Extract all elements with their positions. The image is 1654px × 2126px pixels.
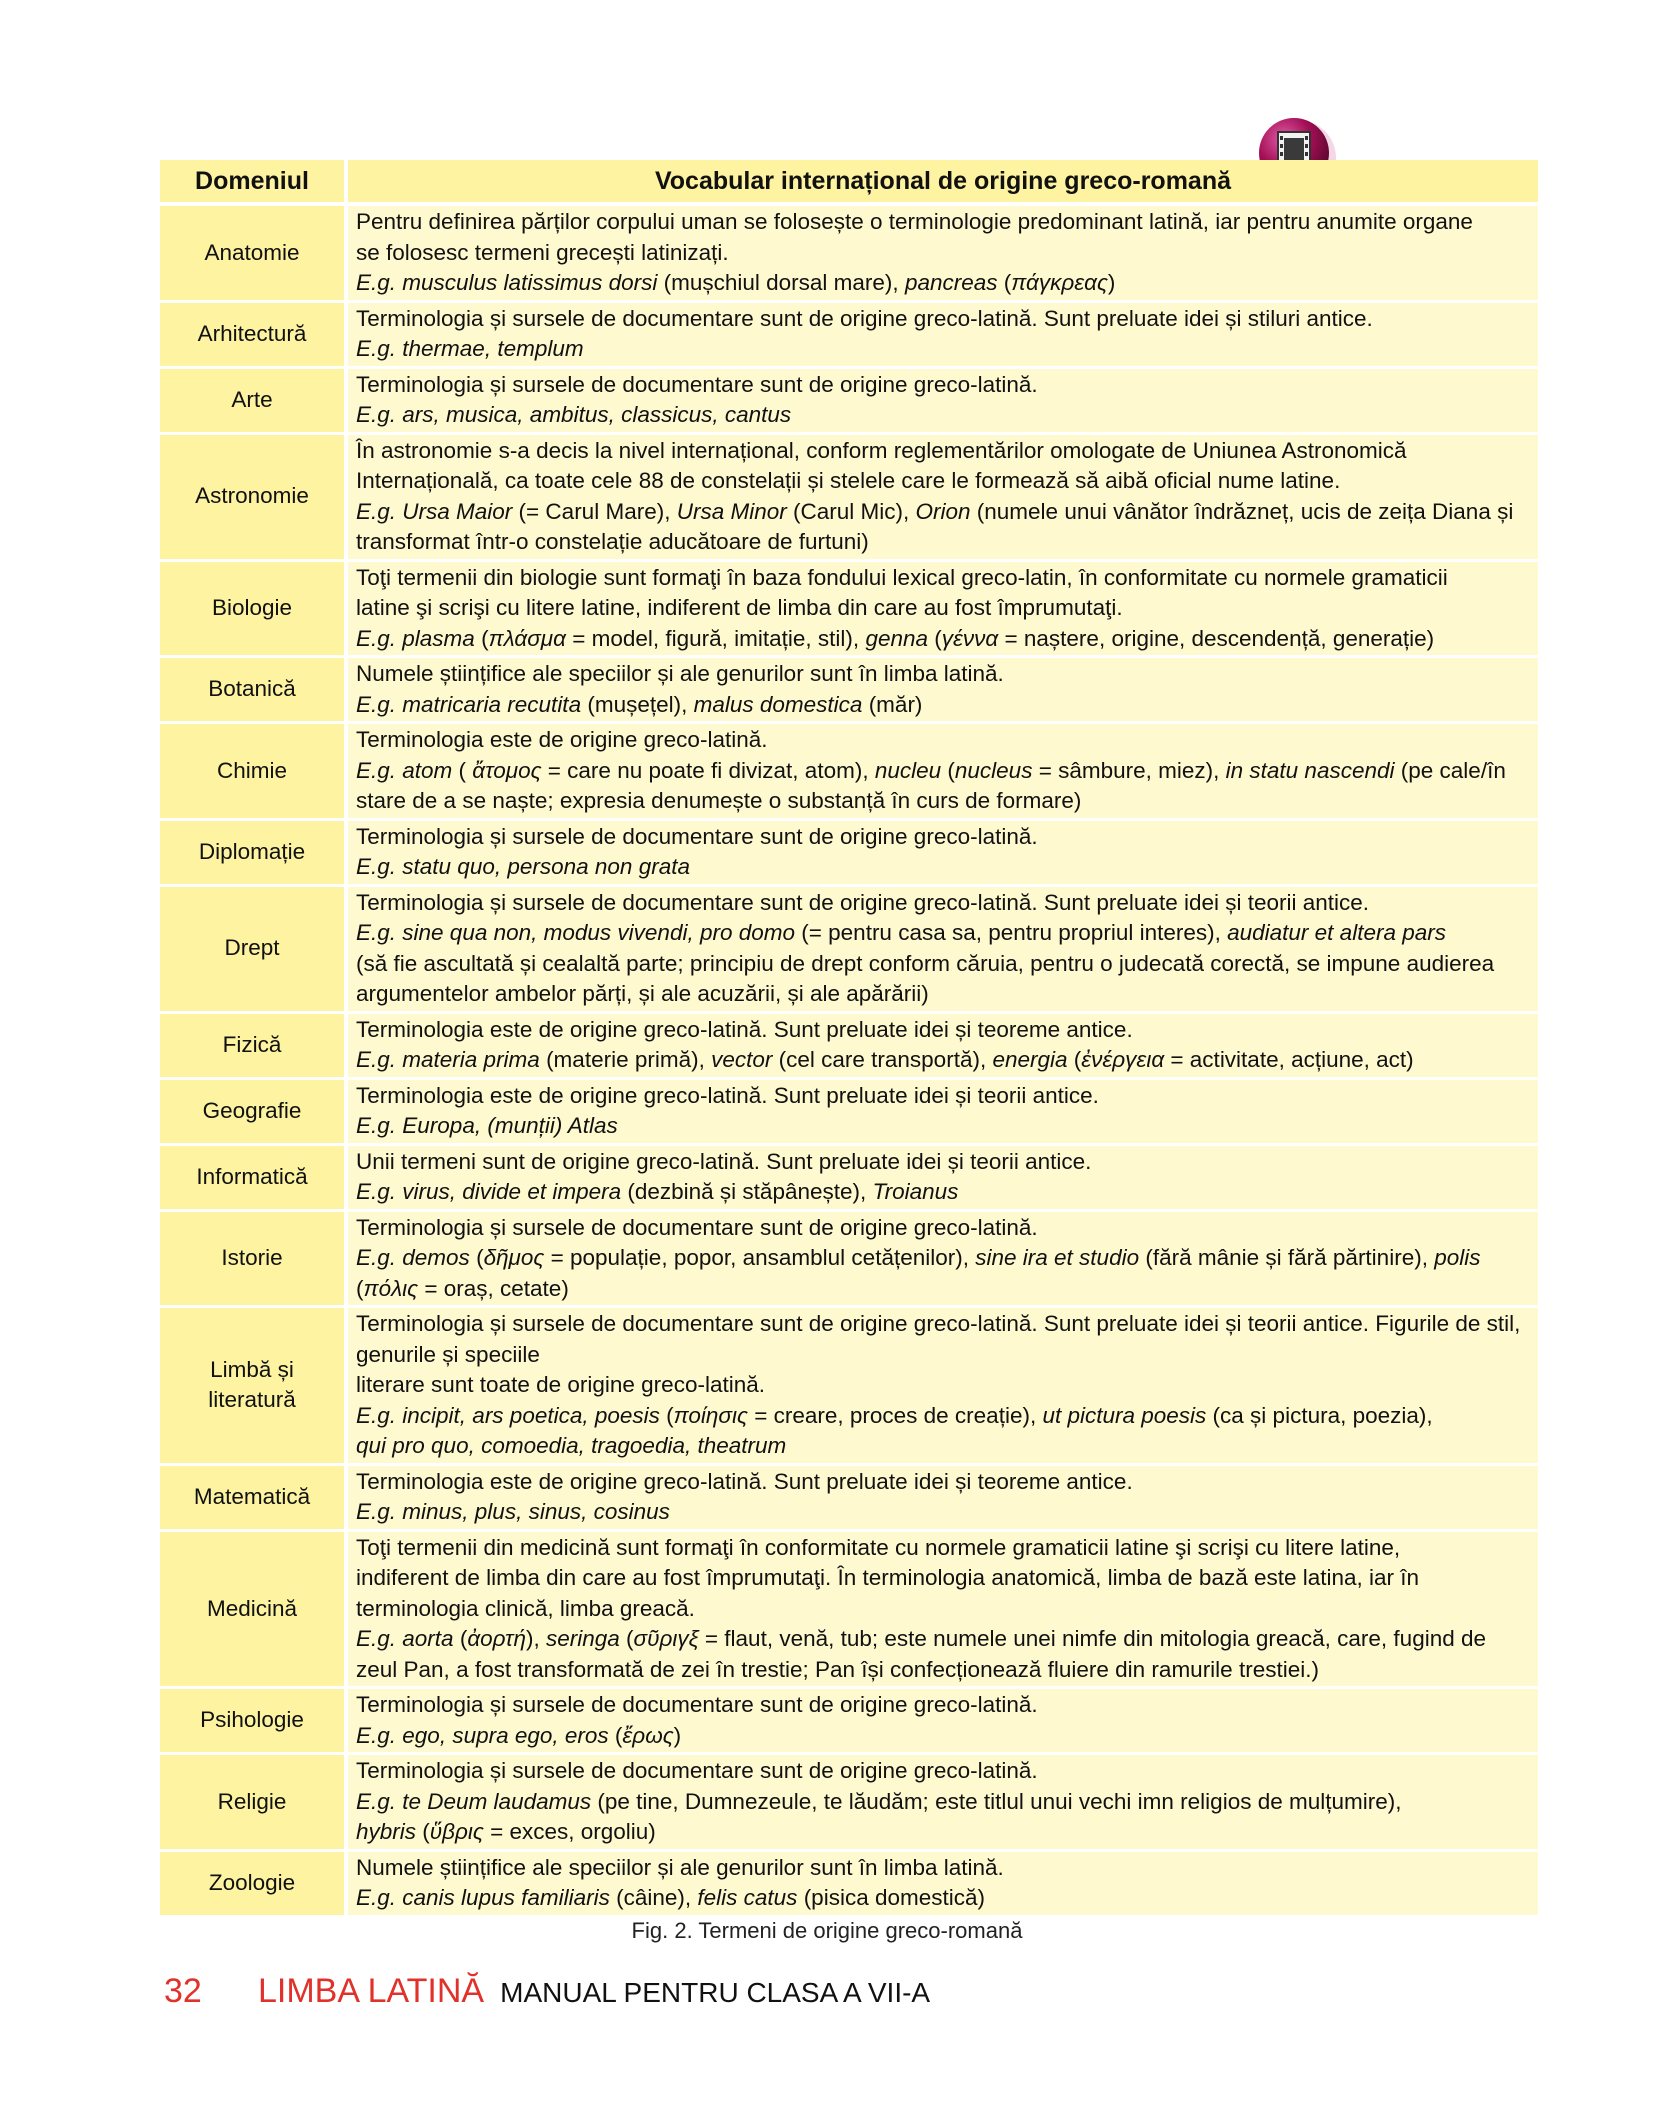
domain-cell: Chimie <box>160 724 348 821</box>
text-line <box>356 1213 1530 1244</box>
text-line <box>356 1690 1530 1721</box>
example-term: Troianus <box>872 1179 959 1204</box>
example-term: ἀορτή <box>467 1626 526 1651</box>
domain-cell: Psihologie <box>160 1689 348 1755</box>
vocabulary-cell <box>348 1014 1538 1080</box>
domain-cell: Medicină <box>160 1532 348 1690</box>
vocabulary-cell <box>348 1146 1538 1212</box>
text-segment: (ca și pictura, poezia), <box>1206 1402 1433 1428</box>
table-row <box>160 1852 1538 1918</box>
text-line <box>356 1309 1530 1370</box>
text-segment: (pe cale/în <box>1394 757 1506 783</box>
text-segment: (cel care transportă), <box>772 1047 993 1072</box>
text-segment: ( <box>416 1819 430 1844</box>
example-term: E.g. aorta <box>356 1626 454 1651</box>
text-segment: (= Carul Mare), <box>512 498 677 524</box>
text-segment: (materie primă), <box>539 1047 712 1072</box>
text-segment: ), <box>525 1626 546 1651</box>
text-segment: Terminologia și sursele de documentare sunt de origine greco-latină. <box>356 1692 1038 1717</box>
text-segment: Terminologia și sursele de documentare sunt de origine greco-latină. Sunt preluate idei și teorii antice. Figurile de stil, genurile și speciile <box>356 1311 1521 1367</box>
text-line <box>356 786 1530 817</box>
text-segment: transformat într-o constelație aducătoare de furtuni) <box>356 529 869 554</box>
table-row <box>160 1689 1538 1755</box>
table-row <box>160 1466 1538 1532</box>
text-line <box>356 1015 1530 1046</box>
text-line <box>356 268 1530 299</box>
table-header-row <box>160 160 1538 206</box>
example-term: δῆμος <box>483 1245 545 1270</box>
example-term: in statu nascendi <box>1225 757 1395 783</box>
text-segment: ( <box>356 1275 364 1301</box>
example-term: ἐνέργεια <box>1081 1047 1165 1072</box>
text-segment: (= pentru casa sa, pentru propriul interes), <box>795 920 1228 945</box>
example-term: ἄτομος <box>472 757 542 783</box>
example-term: E.g. virus, divide et impera <box>356 1179 622 1204</box>
text-segment: Terminologia este de origine greco-latină. Sunt preluate idei și teoreme antice. <box>356 1468 1133 1494</box>
vocabulary-table <box>160 160 1538 1918</box>
text-line <box>356 1177 1530 1208</box>
example-term: qui pro quo, comoedia, tragoedia, theatrum <box>356 1433 787 1458</box>
text-line <box>356 400 1530 431</box>
text-segment: ( <box>928 625 942 651</box>
table-row <box>160 1080 1538 1146</box>
table-row <box>160 1308 1538 1466</box>
example-term: pancreas <box>904 270 998 295</box>
example-term: E.g. thermae, templum <box>356 336 584 361</box>
example-term: E.g. plasma <box>356 625 475 651</box>
text-line <box>356 593 1530 624</box>
text-segment: (pisica domestică) <box>797 1885 985 1910</box>
table-row <box>160 1532 1538 1690</box>
text-segment: ( <box>941 757 955 783</box>
text-segment: Unii termeni sunt de origine greco-latină. Sunt preluate idei și teorii antice. <box>356 1148 1092 1174</box>
text-line <box>356 1756 1530 1787</box>
text-line <box>356 1883 1530 1914</box>
table-row <box>160 369 1538 435</box>
example-term: nucleu <box>874 757 942 783</box>
example-term: seringa <box>545 1626 620 1651</box>
text-segment: Numele științifice ale speciilor și ale genurilor sunt în limba latină. <box>356 661 1004 686</box>
text-line <box>356 1401 1530 1432</box>
domain-cell: Arhitectură <box>160 303 348 369</box>
example-term: E.g. statu quo, persona non grata <box>356 854 690 879</box>
example-term: sine ira et studio <box>975 1245 1140 1270</box>
text-segment: = oraș, cetate) <box>418 1275 569 1301</box>
text-line <box>356 1533 1530 1564</box>
text-segment: Terminologia și sursele de documentare sunt de origine greco-latină. <box>356 1758 1038 1783</box>
text-line <box>356 1045 1530 1076</box>
domain-cell: Astronomie <box>160 435 348 562</box>
text-line <box>356 822 1530 853</box>
example-term: E.g. musculus latissimus dorsi <box>356 270 658 295</box>
text-segment: (Carul Mic), <box>786 498 916 524</box>
text-line <box>356 207 1530 238</box>
text-line <box>356 1497 1530 1528</box>
example-term: E.g. ego, supra ego, eros <box>356 1722 609 1748</box>
text-line <box>356 918 1530 949</box>
vocabulary-cell <box>348 206 1538 303</box>
text-segment: Internațională, ca toate cele 88 de constelații și stelele care le formează să aibă oficial nume latine. <box>356 468 1341 493</box>
text-line <box>356 888 1530 919</box>
text-segment: = flaut, venă, tub; este numele unei nimfe din mitologia greacă, care, fugind de <box>698 1626 1487 1651</box>
text-line <box>356 1655 1530 1686</box>
domain-cell: Matematică <box>160 1466 348 1532</box>
vocabulary-cell <box>348 435 1538 562</box>
text-segment: = sâmbure, miez), <box>1032 757 1226 783</box>
text-segment: Terminologia este de origine greco-latină. <box>356 727 768 752</box>
text-line <box>356 1594 1530 1625</box>
text-line <box>356 1853 1530 1884</box>
example-term: felis catus <box>697 1885 798 1910</box>
text-segment: ( <box>1067 1047 1082 1072</box>
text-line <box>356 1787 1530 1818</box>
text-segment: latine şi scrişi cu litere latine, indiferent de limba din care au fost împrumutaţi. <box>356 595 1123 620</box>
text-segment: = naștere, origine, descendență, generație) <box>998 625 1435 651</box>
domain-cell: Botanică <box>160 658 348 724</box>
text-line <box>356 1147 1530 1178</box>
text-segment: ) <box>673 1722 682 1748</box>
text-segment: În astronomie s-a decis la nivel internațional, conform reglementărilor omologate de Uniunea Astronomică <box>356 437 1407 463</box>
example-term: E.g. materia prima <box>356 1047 540 1072</box>
text-line <box>356 466 1530 497</box>
text-line <box>356 979 1530 1010</box>
text-segment: = populație, popor, ansamblul cetățenilor), <box>544 1245 976 1270</box>
domain-cell: Fizică <box>160 1014 348 1080</box>
table-row <box>160 658 1538 724</box>
page-footer <box>164 1972 930 2022</box>
text-line <box>356 1721 1530 1752</box>
text-segment: ( <box>474 625 489 651</box>
domain-cell: Biologie <box>160 562 348 659</box>
vocabulary-cell <box>348 821 1538 887</box>
table-row <box>160 1146 1538 1212</box>
vocabulary-cell <box>348 303 1538 369</box>
text-segment: (mușchiul dorsal mare), <box>657 270 905 295</box>
table-row <box>160 1212 1538 1309</box>
text-line <box>356 1243 1530 1274</box>
example-term: ut pictura poesis <box>1042 1402 1207 1428</box>
example-term: polis <box>1434 1245 1481 1270</box>
page-number: 32 <box>164 1972 202 2010</box>
example-term: E.g. demos <box>356 1245 470 1270</box>
example-term: πάγκρεας <box>1011 270 1108 295</box>
example-term: E.g. incipit, ars poetica, poesis <box>356 1402 660 1428</box>
example-term: energia <box>992 1047 1068 1072</box>
text-segment: ( <box>469 1245 484 1270</box>
text-segment: Terminologia și sursele de documentare sunt de origine greco-latină. <box>356 371 1038 397</box>
domain-cell: Anatomie <box>160 206 348 303</box>
example-term: ἔρως <box>622 1722 674 1748</box>
text-line <box>356 1431 1530 1462</box>
vocabulary-cell <box>348 1080 1538 1146</box>
vocabulary-cell <box>348 562 1538 659</box>
text-segment: ( <box>997 270 1012 295</box>
text-line <box>356 1817 1530 1848</box>
example-term: E.g. te Deum laudamus <box>356 1788 592 1814</box>
text-segment: Toţi termenii din medicină sunt formaţi în conformitate cu normele gramaticii latine şi scrişi cu litere latine, <box>356 1534 1401 1560</box>
table-row <box>160 206 1538 303</box>
text-segment: ( <box>453 1626 468 1651</box>
text-segment: zeul Pan, a fost transformată de zei în trestie; Pan își confecționează fluiere din ramurile trestiei.) <box>356 1656 1319 1682</box>
text-segment: Terminologia este de origine greco-latină. Sunt preluate idei și teoreme antice. <box>356 1016 1133 1042</box>
vocabulary-cell <box>348 724 1538 821</box>
example-term: Ursa Minor <box>676 498 787 524</box>
table-row <box>160 1755 1538 1852</box>
text-segment: Terminologia și sursele de documentare sunt de origine greco-latină. Sunt preluate idei și stiluri antice. <box>356 305 1373 331</box>
table-row <box>160 562 1538 659</box>
text-segment: = exces, orgoliu) <box>483 1819 656 1844</box>
text-segment: stare de a se naște; expresia denumește o substanță în curs de formare) <box>356 788 1082 813</box>
text-segment: (mușețel), <box>581 691 694 717</box>
example-term: nucleus <box>954 757 1033 783</box>
vocabulary-cell <box>348 1212 1538 1309</box>
text-line <box>356 624 1530 655</box>
text-segment: argumentelor ambelor părți, și ale acuzării, și ale apărării) <box>356 981 929 1006</box>
example-term: E.g. Europa, (munții) Atlas <box>356 1113 618 1138</box>
table-row <box>160 303 1538 369</box>
text-segment: Terminologia și sursele de documentare sunt de origine greco-latină. <box>356 823 1038 849</box>
example-term: Orion <box>915 498 971 524</box>
text-segment: = care nu poate fi divizat, atom), <box>541 757 875 783</box>
example-term: genna <box>865 625 929 651</box>
text-segment: ( <box>659 1402 674 1428</box>
vocabulary-cell <box>348 1308 1538 1466</box>
table-row <box>160 724 1538 821</box>
text-line <box>356 527 1530 558</box>
vocabulary-cell <box>348 887 1538 1014</box>
text-segment: terminologia clinică, limba greacă. <box>356 1595 695 1621</box>
text-segment: (să fie ascultată și cealaltă parte; principiu de drept conform căruia, pentru o judecată corectă, se impune audierea <box>356 950 1495 976</box>
example-term: E.g. ars, musica, ambitus, classicus, cantus <box>356 402 792 427</box>
example-term: E.g. matricaria recutita <box>356 691 582 717</box>
example-term: γέννα <box>941 625 999 651</box>
text-segment: (numele unui vânător îndrăzneț, ucis de zeița Diana și <box>970 498 1514 524</box>
text-line <box>356 1563 1530 1594</box>
text-line <box>356 725 1530 756</box>
text-line <box>356 690 1530 721</box>
text-segment: Terminologia este de origine greco-latină. Sunt preluate idei și teorii antice. <box>356 1082 1099 1108</box>
text-segment: Toţi termenii din biologie sunt formaţi în baza fondului lexical greco-latin, în conformitate cu normele gramaticii <box>356 564 1448 590</box>
example-term: σῦριγξ <box>633 1626 699 1651</box>
text-segment: se folosesc termeni grecești latinizați. <box>356 239 729 265</box>
vocabulary-cell <box>348 1466 1538 1532</box>
example-term: hybris <box>356 1819 417 1844</box>
vocabulary-cell <box>348 369 1538 435</box>
text-segment: ( <box>608 1722 623 1748</box>
text-segment: Terminologia și sursele de documentare sunt de origine greco-latină. <box>356 1214 1038 1240</box>
text-line <box>356 852 1530 883</box>
table-row <box>160 1014 1538 1080</box>
domain-cell: Limbă și literatură <box>160 1308 348 1466</box>
domain-cell: Drept <box>160 887 348 1014</box>
text-segment: (câine), <box>609 1885 698 1910</box>
text-line <box>356 659 1530 690</box>
header-vocabulary: Vocabular internațional de origine greco-romană <box>348 160 1538 206</box>
text-line <box>356 1111 1530 1142</box>
text-segment: indiferent de limba din care au fost împrumutaţi. În terminologia anatomică, limba de bază este latina, iar în <box>356 1565 1420 1590</box>
example-term: audiatur et altera pars <box>1227 920 1446 945</box>
example-term: E.g. atom <box>356 757 453 783</box>
example-term: ὕβρις <box>429 1819 484 1844</box>
domain-cell: Diplomație <box>160 821 348 887</box>
book-subtitle: MANUAL PENTRU CLASA A VII-A <box>500 1977 931 2008</box>
vocabulary-cell <box>348 1532 1538 1690</box>
domain-cell: Arte <box>160 369 348 435</box>
example-term: πλάσμα <box>488 625 566 651</box>
vocabulary-cell <box>348 658 1538 724</box>
text-line <box>356 1467 1530 1498</box>
example-term: πόλις <box>363 1275 419 1301</box>
text-line <box>356 949 1530 980</box>
text-segment: (dezbină și stăpânește), <box>621 1179 873 1204</box>
example-term: E.g. sine qua non, modus vivendi, pro domo <box>356 920 796 945</box>
text-segment: = model, figură, imitație, stil), <box>565 625 866 651</box>
text-line <box>356 497 1530 528</box>
text-segment: (fără mânie și fără părtinire), <box>1139 1245 1435 1270</box>
text-line <box>356 1624 1530 1655</box>
text-line <box>356 1274 1530 1305</box>
text-line <box>356 238 1530 269</box>
text-segment: = creare, proces de creație), <box>747 1402 1043 1428</box>
vocabulary-cell <box>348 1689 1538 1755</box>
text-segment: (măr) <box>862 691 923 717</box>
text-segment: (pe tine, Dumnezeule, te lăudăm; este titlul unui vechi imn religios de mulțumire), <box>591 1788 1402 1814</box>
text-segment: ) <box>1107 270 1116 295</box>
text-line <box>356 304 1530 335</box>
text-line <box>356 334 1530 365</box>
text-line <box>356 1081 1530 1112</box>
header-domain: Domeniul <box>160 160 348 206</box>
text-segment: ( <box>452 757 473 783</box>
text-line <box>356 1370 1530 1401</box>
domain-cell: Geografie <box>160 1080 348 1146</box>
table-row <box>160 887 1538 1014</box>
text-line <box>356 370 1530 401</box>
domain-cell: Informatică <box>160 1146 348 1212</box>
text-line <box>356 436 1530 467</box>
vocabulary-cell <box>348 1755 1538 1852</box>
domain-cell: Zoologie <box>160 1852 348 1918</box>
text-segment: ( <box>619 1626 634 1651</box>
text-segment: Numele științifice ale speciilor și ale genurilor sunt în limba latină. <box>356 1854 1004 1880</box>
table-row <box>160 821 1538 887</box>
text-line <box>356 756 1530 787</box>
example-term: malus domestica <box>693 691 863 717</box>
example-term: E.g. minus, plus, sinus, cosinus <box>356 1499 670 1524</box>
example-term: vector <box>711 1047 773 1072</box>
example-term: E.g. canis lupus familiaris <box>356 1885 610 1910</box>
text-segment: Terminologia și sursele de documentare sunt de origine greco-latină. Sunt preluate idei și teorii antice. <box>356 889 1370 915</box>
domain-cell: Istorie <box>160 1212 348 1309</box>
domain-cell: Religie <box>160 1755 348 1852</box>
book-title: LIMBA LATINĂ <box>258 1972 485 2010</box>
vocabulary-cell <box>348 1852 1538 1918</box>
example-term: ποίησις <box>673 1402 748 1428</box>
text-segment: Pentru definirea părților corpului uman se folosește o terminologie predominant latină, iar pentru anumite organe <box>356 209 1473 234</box>
table-row <box>160 435 1538 562</box>
figure-caption: Fig. 2. Termeni de origine greco-romană <box>631 1918 1023 1943</box>
text-segment: literare sunt toate de origine greco-latină. <box>356 1372 765 1397</box>
text-line <box>356 563 1530 594</box>
example-term: E.g. Ursa Maior <box>356 498 513 524</box>
text-segment: = activitate, acțiune, act) <box>1164 1047 1414 1072</box>
